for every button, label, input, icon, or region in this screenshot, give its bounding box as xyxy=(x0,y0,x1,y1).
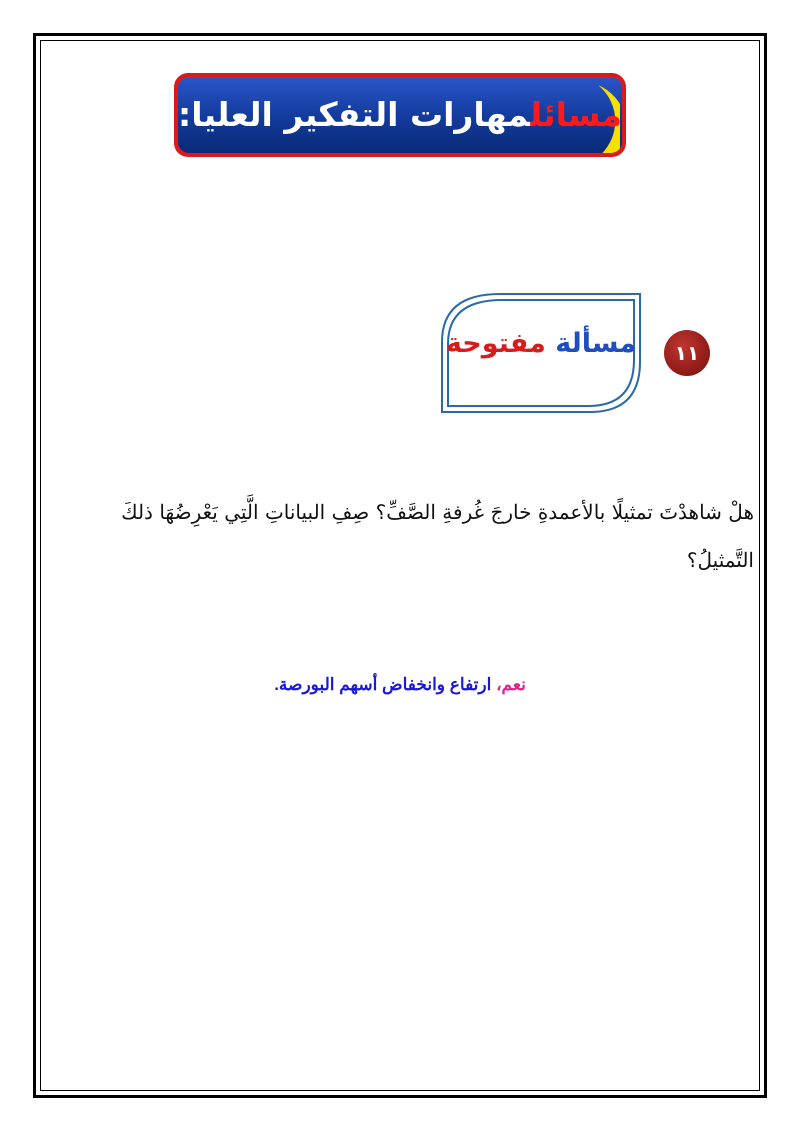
title-banner-body xyxy=(178,77,622,153)
question-line-1: هلْ شاهدْتَ تمثيلًا بالأعمدةِ خارجَ غُرفةِ الصَّفِّ؟ صِفِ البياناتِ الَّتِي يَعْرِضُهَا ذلكَ xyxy=(121,500,754,524)
question-text xyxy=(46,488,754,584)
title-banner xyxy=(174,73,626,157)
title-text: مهارات التفكير العليا: xyxy=(178,95,530,134)
question-line-2: التَّمثيلُ؟ xyxy=(686,548,754,572)
title-highlight: مسائل xyxy=(529,95,622,134)
problem-label-word2: مفتوحة xyxy=(445,328,546,359)
problem-number-badge: ١١ xyxy=(664,330,710,376)
problem-label-frame xyxy=(440,292,642,414)
problem-label xyxy=(440,324,642,364)
answer-text xyxy=(200,672,600,698)
answer-body: ارتفاع وانخفاض أسهم البورصة. xyxy=(274,675,492,694)
answer-prefix: نعم، xyxy=(496,675,526,694)
problem-label-word1: مسألة xyxy=(555,328,637,359)
